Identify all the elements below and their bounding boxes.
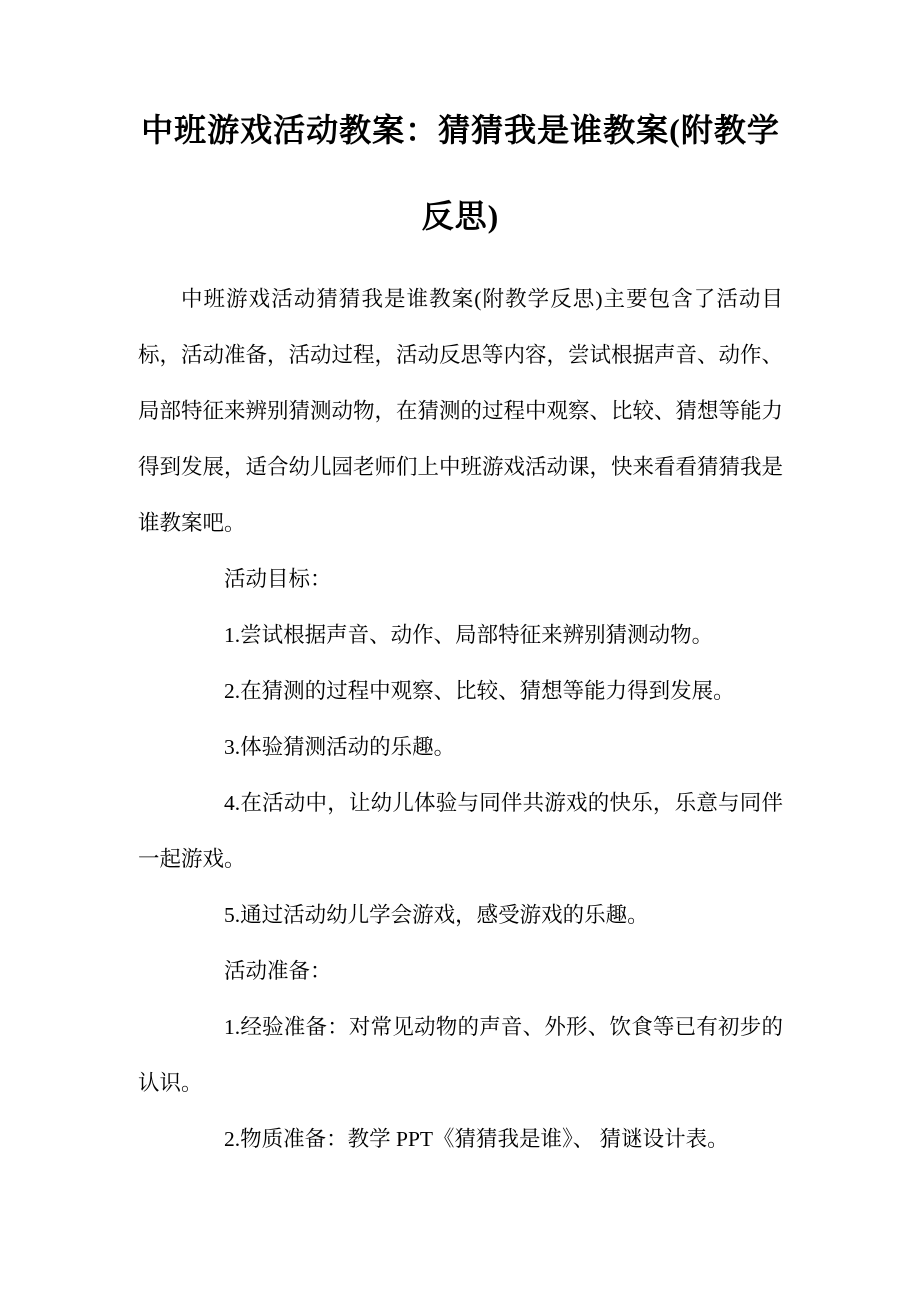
goal-item-5: 5.通过活动幼儿学会游戏，感受游戏的乐趣。 <box>224 903 649 927</box>
section-heading-activity-preparation: 活动准备： <box>224 959 332 983</box>
goal-item-3: 3.体验猜测活动的乐趣。 <box>224 735 456 759</box>
goal-item-4: 4.在活动中，让幼儿体验与同伴共游戏的快乐，乐意与同伴一起游戏。 <box>138 791 783 871</box>
section-heading-activity-goals: 活动目标： <box>224 567 332 591</box>
goal-item-2: 2.在猜测的过程中观察、比较、猜想等能力得到发展。 <box>224 679 735 703</box>
document-title: 中班游戏活动教案：猜猜我是谁教案(附教学反思) <box>141 112 780 234</box>
preparation-item-1: 1.经验准备：对常见动物的声音、外形、饮食等已有初步的认识。 <box>138 1015 783 1095</box>
preparation-item-2: 2.物质准备：教学 PPT《猜猜我是谁》、 猜谜设计表。 <box>224 1127 729 1151</box>
goal-item-1: 1.尝试根据声音、动作、局部特征来辨别猜测动物。 <box>224 623 714 647</box>
intro-paragraph: 中班游戏活动猜猜我是谁教案(附教学反思)主要包含了活动目标，活动准备，活动过程，活动反思等内容，尝试根据声音、动作、局部特征来辨别猜测动物，在猜测的过程中观察、比较、猜想等能力得到发展，适合幼儿园老师们上中班游戏活动课，快来看看猜猜我是谁教案吧。 <box>138 287 784 535</box>
